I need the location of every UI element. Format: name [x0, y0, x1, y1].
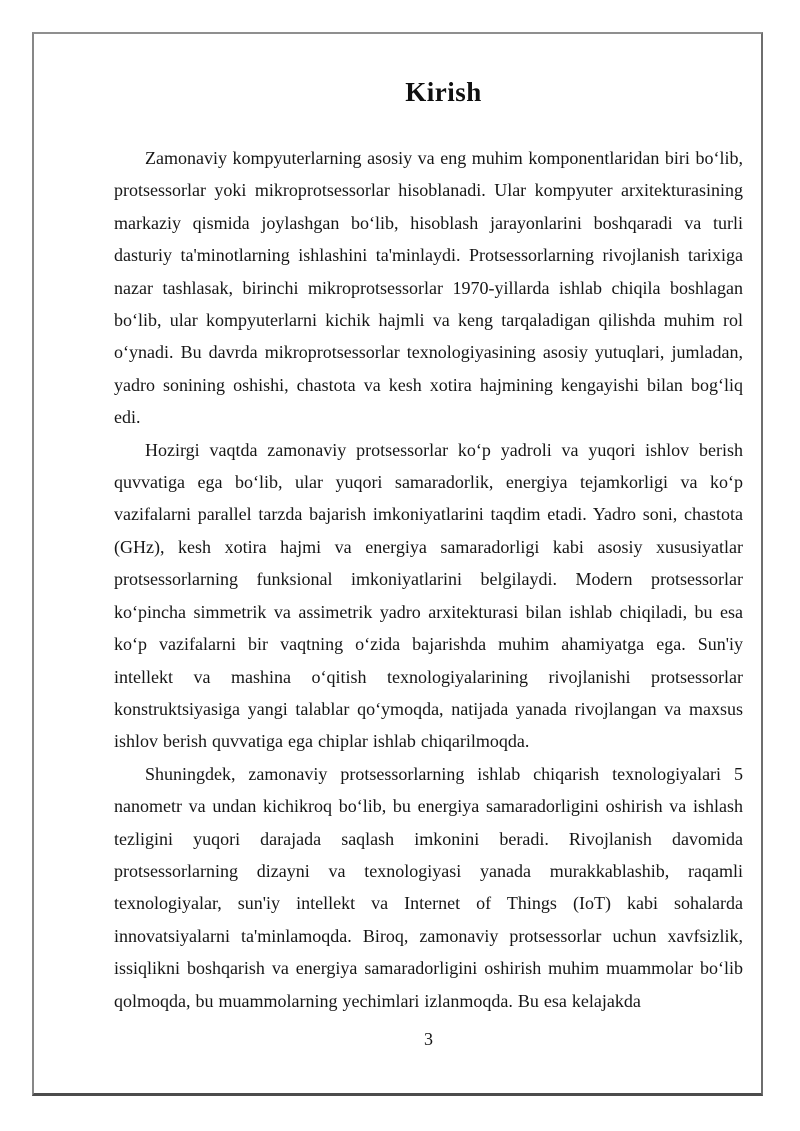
page-number: 3	[424, 1028, 433, 1049]
page-content	[114, 74, 743, 1055]
body-paragraph-1: Zamonaviy kompyuterlarning asosiy va eng muhim komponentlaridan biri bo‘lib, protsessorlar yoki mikroprotsessorlar hisoblanadi. Ular kompyuter arxitekturasining markaziy qismida joylashgan bo‘lib, hisoblash jarayonlarini boshqaradi va turli dasturiy ta'minotlarning ishlashini ta'minlaydi. Protsessorlarning rivojlanish tarixiga nazar tashlasak, birinchi mikroprotsessorlar 1970-yillarda ishlab chiqila boshlagan bo‘lib, ular kompyuterlarni kichik hajmli va keng tarqaladigan qilishda muhim rol o‘ynadi. Bu davrda mikroprotsessorlar texnologiyasining asosiy yutuqlari, jumladan, yadro sonining oshishi, chastota va kesh xotira hajmining kengayishi bilan bog‘liq edi.	[114, 148, 743, 428]
body-paragraph-3: Shuningdek, zamonaviy protsessorlarning ishlab chiqarish texnologiyalari 5 nanometr va undan kichikroq bo‘lib, bu energiya samaradorligini oshirish va ishlash tezligini yuqori darajada saqlash imkonini beradi. Rivojlanish davomida protsessorlarning dizayni va texnologiyasi yanada murakkablashib, raqamli texnologiyalar, sun'iy intellekt va Internet of Things (IoT) kabi sohalarda innovatsiyalarni ta'minlamoqda. Biroq, zamonaviy protsessorlar uchun xavfsizlik, issiqlikni boshqarish va energiya samaradorligini oshirish muhim muammolar bo‘lib qolmoqda, bu muammolarning yechimlari izlanmoqda. Bu esa kelajakda	[114, 763, 743, 1011]
body-paragraph-2: Hozirgi vaqtda zamonaviy protsessorlar ko‘p yadroli va yuqori ishlov berish quvvatiga ega bo‘lib, ular yuqori samaradorlik, energiya tejamkorligi va ko‘p vazifalarni parallel tarzda bajarish imkoniyatlarini taqdim etadi. Yadro soni, chastota (GHz), kesh xotira hajmi va energiya samaradorligi kabi asosiy xususiyatlar protsessorlarning funksional imkoniyatlarini belgilaydi. Modern protsessorlar ko‘pincha simmetrik va assimetrik yadro arxitekturasi bilan ishlab chiqiladi, bu esa ko‘p vazifalarni bir vaqtning o‘zida bajarishda muhim ahamiyatga ega. Sun'iy intellekt va mashina o‘qitish texnologiyalarining rivojlanishi protsessorlar konstruktsiyasiga yangi talablar qo‘ymoqda, natijada yanada rivojlangan va maxsus ishlov berish quvvatiga ega chiplar ishlab chiqarilmoqda.	[114, 439, 743, 752]
document-page	[32, 32, 763, 1096]
page-title: Kirish	[405, 77, 482, 107]
